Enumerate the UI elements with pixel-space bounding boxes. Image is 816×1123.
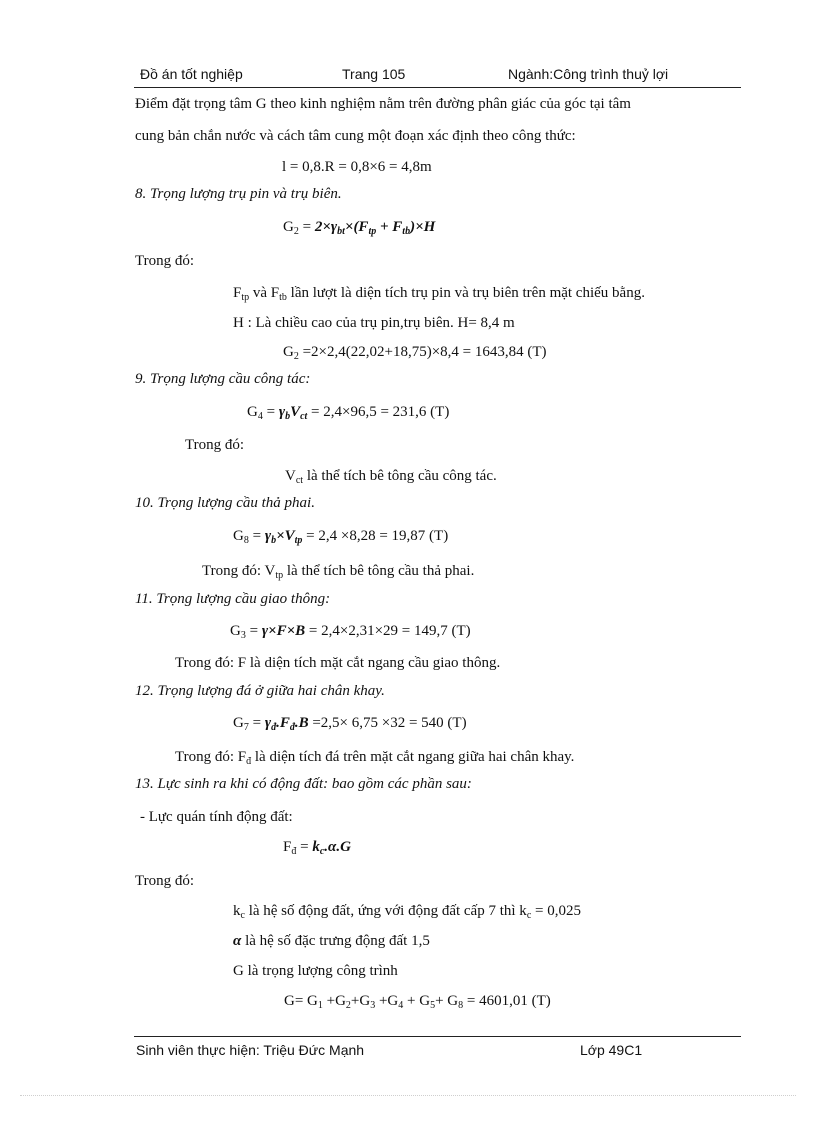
section-10-heading: 10. Trọng lượng cầu thả phai.: [135, 495, 315, 511]
section-12-formula: $G_7 = \gamma_đ.F_đ.B =2,5\times 6,75 \times 32 = 540$ (T): [233, 715, 467, 733]
section-13-def-1: $k_c$ là hệ số động đất, ứng với động đất cấp 7 thì $k_c = 0,025$: [233, 903, 581, 921]
section-10-where: Trong đó: $V_{tp}$ là thể tích bê tông cầu thả phai.: [202, 563, 475, 581]
section-13-where: Trong đó:: [135, 873, 195, 889]
header-page-number: Trang 105: [342, 66, 406, 82]
footer-author: Sinh viên thực hiện: Triệu Đức Mạnh: [136, 1042, 365, 1058]
section-11-formula: $G_3 = \gamma\times F\times B = 2,4\times 2,31\times 29 = 149,7$ (T): [230, 623, 471, 641]
section-12-where: Trong đó: $F_đ$ là diện tích đá trên mặt cắt ngang giữa hai chân khay.: [175, 749, 575, 767]
header-department: Ngành:Công trình thuỷ lợi: [508, 66, 669, 82]
section-13-heading: 13. Lực sinh ra khi có động đất: bao gồm các phần sau:: [135, 776, 472, 792]
section-8-def-2: H : Là chiều cao của trụ pin,trụ biên. H= 8,4 m: [233, 315, 515, 331]
section-11-where: Trong đó: F là diện tích mặt cắt ngang cầu giao thông.: [175, 655, 501, 671]
footer-rule: [134, 1036, 741, 1037]
section-9-where: Trong đó:: [185, 437, 245, 453]
section-8-where: Trong đó:: [135, 253, 195, 269]
section-11-heading: 11. Trọng lượng cầu giao thông:: [135, 591, 331, 607]
section-10-formula: $G_8 = \gamma_b\times V_{tp} = 2,4 \times 8,28 = 19,87$ (T): [233, 528, 449, 546]
section-12-heading: 12. Trọng lượng đá ở giữa hai chân khay.: [135, 683, 385, 699]
footer-class: Lớp 49C1: [580, 1042, 643, 1058]
section-9-heading: 9. Trọng lượng cầu công tác:: [135, 371, 311, 387]
section-8-def-1: $F_{tp}$ và $F_{tb}$ lần lượt là diện tích trụ pin và trụ biên trên mặt chiếu bằng.: [233, 285, 645, 303]
section-9-formula: $G_4 = \gamma_bV_{ct} = 2,4\times 96,5 = 231,6$ (T): [247, 404, 450, 422]
section-8-heading: 8. Trọng lượng trụ pin và trụ biên.: [135, 186, 342, 202]
section-13-sum: $G= G_1 +G_2+G_3 +G_4 + G_5+ G_8 = 4601,01$ (T): [284, 993, 551, 1011]
page-edge-divider: [20, 1095, 796, 1096]
section-8-formula: $G_2 = 2\times\gamma_{bt}\times(F_{tp} + F_{tb})\times H$: [283, 219, 436, 237]
header-title: Đồ án tốt nghiệp: [140, 66, 243, 82]
intro-line-1: Điểm đặt trọng tâm G theo kinh nghiệm nằm trên đường phân giác của góc tại tâm: [135, 96, 631, 112]
intro-line-2: cung bản chắn nước và cách tâm cung một đoạn xác định theo công thức:: [135, 128, 576, 144]
section-13-item: - Lực quán tính động đất:: [140, 809, 293, 825]
intro-formula: l = 0,8.R = 0,8×6 = 4,8m: [282, 159, 432, 175]
section-8-calc: $G_2 =2\times 2,4(22,02+18,75)\times 8,4 = 1643,84$ (T): [283, 344, 547, 362]
section-13-def-3: G là trọng lượng công trình: [233, 963, 398, 979]
section-9-def: $V_{ct}$ là thể tích bê tông cầu công tác.: [285, 468, 497, 486]
section-13-def-2: α là hệ số đặc trưng động đất 1,5: [233, 933, 430, 949]
header-rule: [134, 87, 741, 88]
section-13-formula: $F_đ = k_c.\alpha.G$: [283, 839, 351, 857]
